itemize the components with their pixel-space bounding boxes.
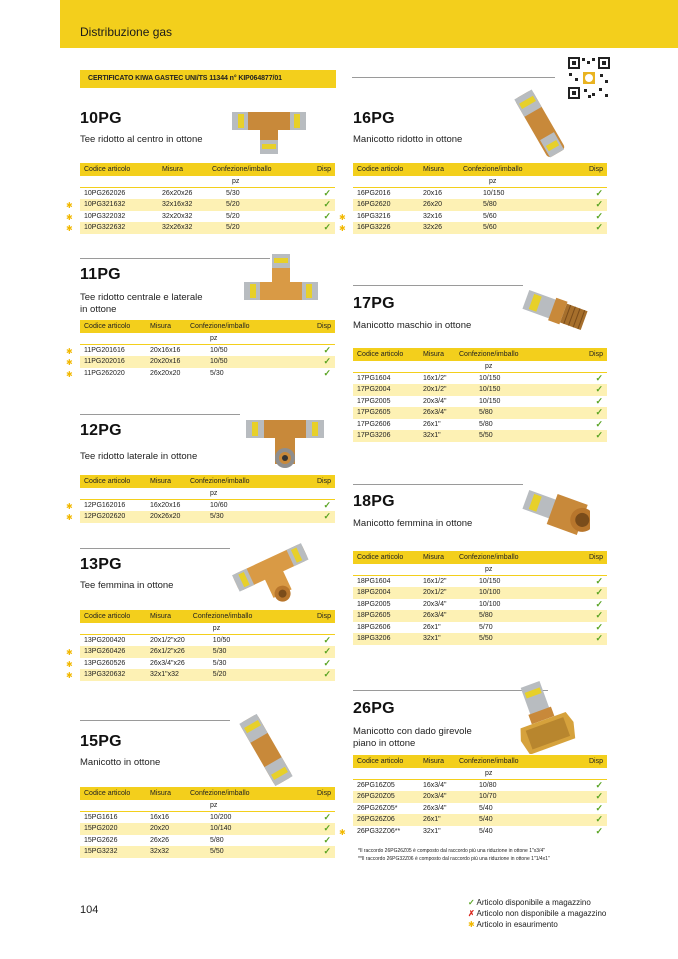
table-row: 16PG2016 20x16 10/150 ✓ [357,188,603,198]
table-row: 15PG2626 26x26 5/80 ✓ [84,834,331,845]
divider [80,720,230,721]
table-row: 26PG26Z06 26x1" 5/40 ✓ [353,814,607,826]
table-16pg: Codice articolo Misura Confezione/imballo Disp pz 16PG2016 20x16 10/150 ✓ 16PG2620 26x20 5/80 ✓ ✱ 16PG3216 32x16 5/60 ✓ ✱ 16PG3226 32x26 5/60 ✓ [353,163,607,234]
footnote-26pg-2: **Il raccordo 26PG32Z06 è composto dal raccordo più una riduzione in ottone 1"1/4x1" [358,856,550,862]
table-row: ✱ 10PG321632 32x16x32 5/20 ✓ [80,199,335,211]
table-row: ✱ 10PG322632 32x26x32 5/20 ✓ [80,222,335,234]
table-row: 26PG16Z05 16x3/4" 10/80 ✓ [357,780,603,790]
table-row: 18PG1604 16x1/2" 10/150 ✓ [357,576,603,586]
table-row: ✱ 12PG202620 20x26x20 5/30 ✓ [80,511,335,523]
table-row: 17PG2005 20x3/4" 10/150 ✓ [357,395,603,406]
product-desc-12pg: Tee ridotto laterale in ottone [80,451,198,462]
table-13pg: Codice articolo Misura Confezione/imballo Disp pz 13PG200420 20x1/2"x20 10/50 ✓ ✱ 13PG260426 26x1/2"x26 5/30 ✓ ✱ 13PG260526 26x3/4"x26 5/30 ✓ ✱ 13PG320632 32x1"x32 5/20 ✓ [80,610,335,681]
page-number: 104 [80,904,99,916]
reducing-coupling-image [512,88,568,160]
divider [353,484,523,485]
table-row: ✱ 11PG201616 20x16x16 10/50 ✓ [66,345,331,356]
certificate-banner: CERTIFICATO KIWA GASTEC UNI/TS 11344 n° KIP064877/01 [80,70,336,88]
cross-icon: ✗ [468,909,475,918]
table-row: ✱ 16PG3216 32x16 5/60 ✓ [339,210,603,222]
table-row: 13PG200420 20x1/2"x20 10/50 ✓ [84,635,331,645]
table-18pg: Codice articolo Misura Confezione/imballo Disp pz 18PG1604 16x1/2" 10/150 ✓ 18PG2004 20x1/2" 10/100 ✓ 18PG2005 20x3/4" 10/100 ✓ 18PG2605 26x3/4" 5/80 ✓ 18PG2606 26x1" 5/70 ✓ 18PG3206 32x1" 5/50 ✓ [353,551,607,645]
female-coupling-image [520,478,590,542]
check-icon: ✓ [468,898,475,907]
product-code-11pg: 11PG [80,266,121,283]
table-row: ✱ 26PG32Z06** 32x1" 5/40 ✓ [339,825,603,837]
table-row: 17PG3206 32x1" 5/50 ✓ [353,430,607,442]
product-desc-11pg-line1: Tee ridotto centrale e laterale [80,292,203,303]
table-row: ✱ 16PG3226 32x26 5/60 ✓ [353,222,607,234]
product-desc-10pg: Tee ridotto al centro in ottone [80,134,203,145]
male-coupling-image [520,280,590,340]
coupling-image [236,712,296,788]
legend-running-out: ✱ Articolo in esaurimento [468,920,558,929]
tee-fitting-image [240,250,324,316]
table-row: 18PG2005 20x3/4" 10/100 ✓ [357,598,603,609]
table-row: 15PG2020 20x20 10/140 ✓ [80,823,335,835]
divider [80,548,230,549]
table-row: ✱ 13PG320632 32x1"x32 5/20 ✓ [80,669,335,681]
product-desc-11pg-line2: in ottone [80,304,117,315]
table-12pg: Codice articolo Misura Confezione/imballo Disp pz ✱ 12PG162016 16x20x16 10/60 ✓ ✱ 12PG202620 20x26x20 5/30 ✓ [80,475,335,523]
table-row: ✱ 11PG262020 26x20x20 5/30 ✓ [66,367,331,379]
tee-fitting-image [228,90,310,156]
table-row: 17PG2004 20x1/2" 10/150 ✓ [353,384,607,396]
product-desc-15pg: Manicotto in ottone [80,757,161,768]
tee-fitting-image [244,406,326,470]
header-band [60,0,678,48]
table-row: ✱ 13PG260426 26x1/2"x26 5/30 ✓ [80,646,335,658]
table-row: 18PG3206 32x1" 5/50 ✓ [353,633,607,645]
product-desc-26pg-line2: piano in ottone [353,738,416,749]
table-row: 16PG2620 26x20 5/80 ✓ [353,199,607,211]
product-desc-13pg: Tee femmina in ottone [80,580,174,591]
table-row: ✱ 12PG162016 16x20x16 10/60 ✓ [66,500,331,511]
table-row: 10PG262026 26x20x26 5/30 ✓ [84,188,331,198]
table-row: 26PG26Z05* 26x3/4" 5/40 ✓ [357,802,603,813]
table-26pg: Codice articolo Misura Confezione/imballo Disp pz 26PG16Z05 16x3/4" 10/80 ✓ 26PG20Z05 20x3/4" 10/70 ✓ 26PG26Z05* 26x3/4" 5/40 ✓ 26PG26Z06 26x1" 5/40 ✓ ✱ 26PG32Z06** 32x1" 5/40 ✓ [353,755,607,837]
swivel-nut-coupling-image [508,680,578,754]
product-code-13pg: 13PG [80,556,122,573]
table-row: 15PG3232 32x32 5/50 ✓ [80,846,335,858]
table-row: 18PG2606 26x1" 5/70 ✓ [357,621,603,632]
table-15pg: Codice articolo Misura Confezione/imballo Disp pz 15PG1616 16x16 10/200 ✓ 15PG2020 20x20 10/140 ✓ 15PG2626 26x26 5/80 ✓ 15PG3232 32x32 5/50 ✓ [80,787,335,858]
footnote-26pg-1: *Il raccordo 26PG26Z05 è composto dal raccordo più una riduzione in ottone 1"x3/4" [358,848,545,854]
table-row: 18PG2605 26x3/4" 5/80 ✓ [353,610,607,622]
page-section-title: Distribuzione gas [80,25,173,39]
table-row: 26PG20Z05 20x3/4" 10/70 ✓ [353,791,607,803]
table-row: 18PG2004 20x1/2" 10/100 ✓ [353,587,607,599]
product-desc-17pg: Manicotto maschio in ottone [353,320,472,331]
star-icon: ✱ [468,920,475,929]
product-code-17pg: 17PG [353,295,395,312]
qr-code-icon [567,56,611,100]
divider [353,285,523,286]
table-row: ✱ 13PG260526 26x3/4"x26 5/30 ✓ [66,657,331,669]
product-code-12pg: 12PG [80,422,122,439]
table-10pg: Codice articolo Misura Confezione/imballo Disp pz 10PG262026 26x20x26 5/30 ✓ ✱ 10PG321632 32x16x32 5/20 ✓ ✱ 10PG322032 32x20x32 5/20 ✓ ✱ 10PG322632 32x26x32 5/20 ✓ [80,163,335,234]
product-code-15pg: 15PG [80,733,122,750]
table-row: 17PG1604 16x1/2" 10/150 ✓ [357,373,603,383]
legend-unavailable: ✗ Articolo non disponibile a magazzino [468,909,607,918]
divider [80,414,240,415]
product-code-10pg: 10PG [80,110,122,127]
table-row: ✱ 11PG202016 20x20x16 10/50 ✓ [80,356,335,368]
divider [352,77,555,78]
table-11pg: Codice articolo Misura Confezione/imballo Disp pz ✱ 11PG201616 20x16x16 10/50 ✓ ✱ 11PG202016 20x20x16 10/50 ✓ ✱ 11PG262020 26x20x20 5/30 ✓ [80,320,335,379]
table-row: ✱ 10PG322032 32x20x32 5/20 ✓ [66,210,331,222]
product-desc-16pg: Manicotto ridotto in ottone [353,134,463,145]
product-code-16pg: 16PG [353,110,395,127]
legend-available: ✓ Articolo disponibile a magazzino [468,898,591,907]
product-desc-18pg: Manicotto femmina in ottone [353,518,473,529]
tee-fitting-image [232,540,312,602]
table-row: 17PG2606 26x1" 5/80 ✓ [357,418,603,429]
product-code-18pg: 18PG [353,493,395,510]
table-17pg: Codice articolo Misura Confezione/imballo Disp pz 17PG1604 16x1/2" 10/150 ✓ 17PG2004 20x1/2" 10/150 ✓ 17PG2005 20x3/4" 10/150 ✓ 17PG2605 26x3/4" 5/80 ✓ 17PG2606 26x1" 5/80 ✓ 17PG3206 32x1" 5/50 ✓ [353,348,607,442]
product-desc-26pg-line1: Manicotto con dado girevole [353,726,472,737]
product-code-26pg: 26PG [353,700,395,717]
table-row: 17PG2605 26x3/4" 5/80 ✓ [353,407,607,419]
table-row: 15PG1616 16x16 10/200 ✓ [84,812,331,822]
